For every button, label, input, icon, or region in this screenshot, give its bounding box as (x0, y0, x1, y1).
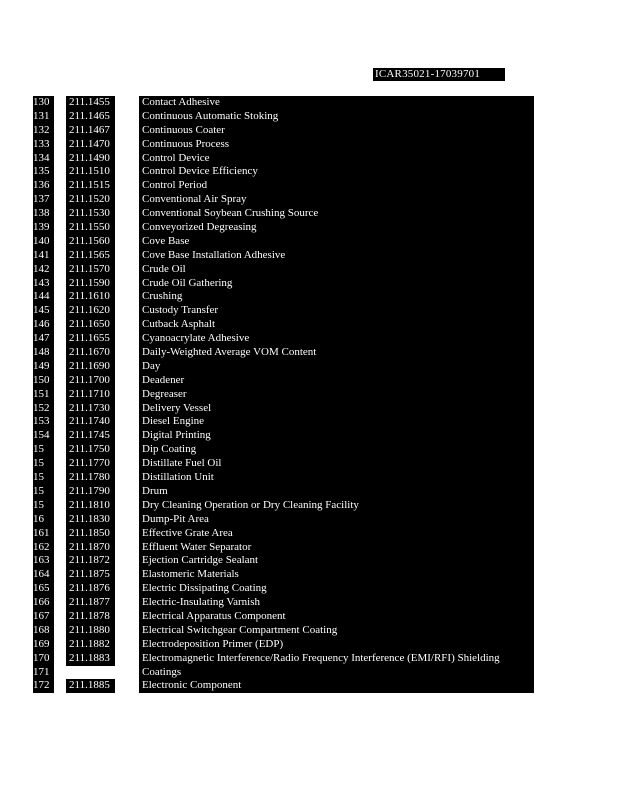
table-row (0, 263, 540, 277)
row-number: 131 (33, 110, 54, 124)
row-number: 135 (33, 165, 54, 179)
defined-term: Custody Transfer (139, 304, 534, 318)
row-number: 141 (33, 249, 54, 263)
table-row (0, 179, 540, 193)
document-id: ICAR35021-17039701 (373, 68, 505, 81)
table-row (0, 249, 540, 263)
table-row (0, 207, 540, 221)
row-number: 150 (33, 374, 54, 388)
section-number: 211.1730 (66, 402, 115, 416)
defined-term: Electric Dissipating Coating (139, 582, 534, 596)
defined-term: Crude Oil (139, 263, 534, 277)
section-number: 211.1700 (66, 374, 115, 388)
defined-term: Dry Cleaning Operation or Dry Cleaning Facility (139, 499, 534, 513)
section-number: 211.1550 (66, 221, 115, 235)
row-number: 140 (33, 235, 54, 249)
defined-term: Effluent Water Separator (139, 541, 534, 555)
table-row (0, 388, 540, 402)
table-row (0, 304, 540, 318)
row-number: 15 (33, 485, 54, 499)
defined-term: Crude Oil Gathering (139, 277, 534, 291)
row-number: 164 (33, 568, 54, 582)
defined-term: Electric-Insulating Varnish (139, 596, 534, 610)
defined-term: Electrical Switchgear Compartment Coating (139, 624, 534, 638)
defined-term: Conventional Air Spray (139, 193, 534, 207)
section-number: 211.1710 (66, 388, 115, 402)
table-row (0, 429, 540, 443)
section-number: 211.1780 (66, 471, 115, 485)
defined-term: Crushing (139, 290, 534, 304)
row-number: 148 (33, 346, 54, 360)
table-row (0, 277, 540, 291)
defined-term: Cutback Asphalt (139, 318, 534, 332)
table-row (0, 679, 540, 693)
row-number: 142 (33, 263, 54, 277)
section-number: 211.1878 (66, 610, 115, 624)
section-number: 211.1877 (66, 596, 115, 610)
row-number: 15 (33, 443, 54, 457)
section-number: 211.1740 (66, 415, 115, 429)
section-number: 211.1455 (66, 96, 115, 110)
row-number: 163 (33, 554, 54, 568)
section-number: 211.1882 (66, 638, 115, 652)
row-number: 145 (33, 304, 54, 318)
defined-term: Effective Grate Area (139, 527, 534, 541)
row-number: 151 (33, 388, 54, 402)
row-number: 154 (33, 429, 54, 443)
section-number: 211.1560 (66, 235, 115, 249)
defined-term: Dump-Pit Area (139, 513, 534, 527)
defined-term: Coatings (139, 666, 534, 680)
row-number: 170 (33, 652, 54, 666)
defined-term: Daily-Weighted Average VOM Content (139, 346, 534, 360)
section-number: 211.1490 (66, 152, 115, 166)
table-row (0, 290, 540, 304)
section-number: 211.1610 (66, 290, 115, 304)
defined-term: Continuous Coater (139, 124, 534, 138)
defined-term: Degreaser (139, 388, 534, 402)
section-number: 211.1872 (66, 554, 115, 568)
table-row (0, 374, 540, 388)
row-number: 172 (33, 679, 54, 693)
defined-term: Continuous Automatic Stoking (139, 110, 534, 124)
table-row (0, 402, 540, 416)
defined-term: Distillate Fuel Oil (139, 457, 534, 471)
table-row (0, 457, 540, 471)
section-number: 211.1770 (66, 457, 115, 471)
section-number: 211.1670 (66, 346, 115, 360)
row-number: 152 (33, 402, 54, 416)
table-row (0, 152, 540, 166)
table-row (0, 221, 540, 235)
row-number: 147 (33, 332, 54, 346)
table-row (0, 346, 540, 360)
section-number: 211.1565 (66, 249, 115, 263)
row-number: 169 (33, 638, 54, 652)
table-row (0, 332, 540, 346)
defined-term: Elastomeric Materials (139, 568, 534, 582)
table-row (0, 513, 540, 527)
table-row (0, 527, 540, 541)
table-row (0, 596, 540, 610)
row-number: 166 (33, 596, 54, 610)
section-number: 211.1470 (66, 138, 115, 152)
table-row (0, 110, 540, 124)
section-number: 211.1885 (66, 679, 115, 693)
defined-term: Digital Printing (139, 429, 534, 443)
row-number: 132 (33, 124, 54, 138)
defined-term: Control Period (139, 179, 534, 193)
table-row (0, 415, 540, 429)
section-number: 211.1570 (66, 263, 115, 277)
table-row (0, 568, 540, 582)
section-number: 211.1810 (66, 499, 115, 513)
row-number: 144 (33, 290, 54, 304)
table-row (0, 582, 540, 596)
defined-term: Dip Coating (139, 443, 534, 457)
defined-term: Control Device Efficiency (139, 165, 534, 179)
table-row (0, 541, 540, 555)
row-number: 137 (33, 193, 54, 207)
defined-term: Cove Base (139, 235, 534, 249)
row-number: 15 (33, 499, 54, 513)
table-row (0, 652, 540, 666)
section-number: 211.1590 (66, 277, 115, 291)
section-number: 211.1875 (66, 568, 115, 582)
row-number: 16 (33, 513, 54, 527)
defined-term: Electronic Component (139, 679, 534, 693)
table-row (0, 666, 540, 680)
section-number: 211.1880 (66, 624, 115, 638)
table-row (0, 443, 540, 457)
row-number: 146 (33, 318, 54, 332)
row-number: 138 (33, 207, 54, 221)
row-number: 133 (33, 138, 54, 152)
section-number: 211.1745 (66, 429, 115, 443)
row-number: 130 (33, 96, 54, 110)
section-number: 211.1467 (66, 124, 115, 138)
defined-term: Diesel Engine (139, 415, 534, 429)
section-number: 211.1883 (66, 652, 115, 666)
section-number: 211.1510 (66, 165, 115, 179)
row-number: 161 (33, 527, 54, 541)
section-number: 211.1790 (66, 485, 115, 499)
row-number: 162 (33, 541, 54, 555)
row-number: 139 (33, 221, 54, 235)
section-number: 211.1750 (66, 443, 115, 457)
row-number: 167 (33, 610, 54, 624)
section-number: 211.1876 (66, 582, 115, 596)
section-number: 211.1620 (66, 304, 115, 318)
defined-term: Electrodeposition Primer (EDP) (139, 638, 534, 652)
row-number: 134 (33, 152, 54, 166)
defined-term: Day (139, 360, 534, 374)
defined-term: Conventional Soybean Crushing Source (139, 207, 534, 221)
defined-term: Deadener (139, 374, 534, 388)
row-number: 153 (33, 415, 54, 429)
defined-term: Contact Adhesive (139, 96, 534, 110)
row-number: 171 (33, 666, 54, 680)
defined-term: Conveyorized Degreasing (139, 221, 534, 235)
table-row (0, 638, 540, 652)
table-row (0, 554, 540, 568)
section-number: 211.1465 (66, 110, 115, 124)
table-row (0, 360, 540, 374)
section-number: 211.1530 (66, 207, 115, 221)
defined-term: Continuous Process (139, 138, 534, 152)
table-row (0, 193, 540, 207)
defined-term: Distillation Unit (139, 471, 534, 485)
defined-term: Control Device (139, 152, 534, 166)
definitions-table (0, 96, 540, 693)
row-number: 15 (33, 471, 54, 485)
section-number: 211.1690 (66, 360, 115, 374)
table-row (0, 318, 540, 332)
row-number: 15 (33, 457, 54, 471)
defined-term: Electrical Apparatus Component (139, 610, 534, 624)
table-row (0, 124, 540, 138)
table-row (0, 96, 540, 110)
row-number: 168 (33, 624, 54, 638)
section-number: 211.1850 (66, 527, 115, 541)
section-number: 211.1655 (66, 332, 115, 346)
row-number: 136 (33, 179, 54, 193)
table-row (0, 471, 540, 485)
defined-term: Ejection Cartridge Sealant (139, 554, 534, 568)
table-row (0, 485, 540, 499)
table-row (0, 235, 540, 249)
section-number: 211.1830 (66, 513, 115, 527)
defined-term: Electromagnetic Interference/Radio Frequency Interference (EMI/RFI) Shielding (139, 652, 534, 666)
table-row (0, 610, 540, 624)
row-number: 143 (33, 277, 54, 291)
defined-term: Drum (139, 485, 534, 499)
table-row (0, 499, 540, 513)
table-row (0, 165, 540, 179)
section-number: 211.1650 (66, 318, 115, 332)
defined-term: Delivery Vessel (139, 402, 534, 416)
section-number: 211.1515 (66, 179, 115, 193)
section-number: 211.1870 (66, 541, 115, 555)
defined-term: Cove Base Installation Adhesive (139, 249, 534, 263)
table-row (0, 138, 540, 152)
row-number: 165 (33, 582, 54, 596)
defined-term: Cyanoacrylate Adhesive (139, 332, 534, 346)
section-number: 211.1520 (66, 193, 115, 207)
row-number: 149 (33, 360, 54, 374)
table-row (0, 624, 540, 638)
